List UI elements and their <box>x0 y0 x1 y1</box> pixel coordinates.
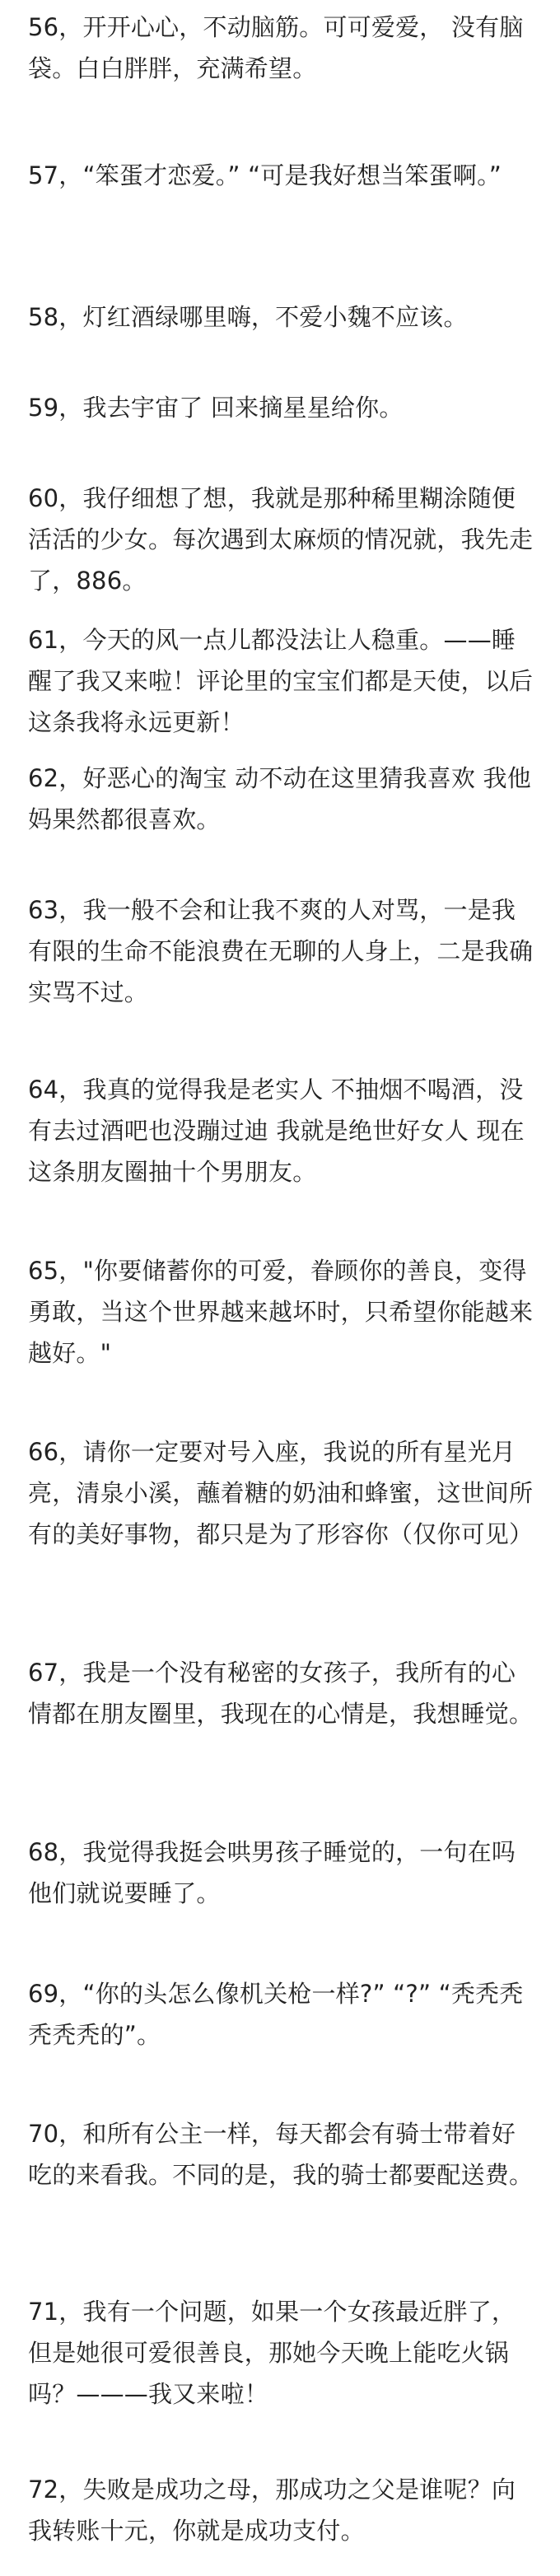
entry-57: 57，“笨蛋才恋爱。” “可是我好想当笨蛋啊。” <box>28 161 502 189</box>
entry-66: 66，请你一定要对号入座，我说的所有星光月亮，清泉小溪，蘸着糖的奶油和蜂蜜，这世间所有的美好事物，都只是为了形容你（仅你可见） <box>28 1438 534 1548</box>
entry-61: 61，今天的风一点儿都没法让人稳重。——睡醒了我又来啦！评论里的宝宝们都是天使，以后这条我将永远更新！ <box>28 626 534 736</box>
entry-70: 70，和所有公主一样，每天都会有骑士带着好吃的来看我。不同的是，我的骑士都要配送费。 <box>28 2120 534 2189</box>
entry-69: 69，“你的头怎么像机关枪一样?” “?” “秃秃秃秃秃秃的”。 <box>28 1980 524 2049</box>
entry-60: 60，我仔细想了想，我就是那种稀里糊涂随便活活的少女。每次遇到太麻烦的情况就，我先走了，886。 <box>28 484 534 595</box>
entry-68: 68，我觉得我挺会哄男孩子睡觉的，一句在吗他们就说要睡了。 <box>28 1838 516 1907</box>
entry-56: 56，开开心心，不动脑筋。可可爱爱， 没有脑袋。白白胖胖，充满希望。 <box>28 13 524 82</box>
entry-64: 64，我真的觉得我是老实人 不抽烟不喝酒，没有去过酒吧也没蹦过迪 我就是绝世好女人 现在这条朋友圈抽十个男朋友。 <box>28 1076 525 1186</box>
entry-65: 65，"你要储蓄你的可爱，眷顾你的善良，变得勇敢，当这个世界越来越坏时，只希望你能越来越好。" <box>28 1257 534 1367</box>
entry-58: 58，灯红酒绿哪里嗨，不爱小魏不应该。 <box>28 303 468 331</box>
entry-71: 71，我有一个问题，如果一个女孩最近胖了，但是她很可爱很善良，那她今天晚上能吃火锅吗？———我又来啦！ <box>28 2298 516 2408</box>
entry-59: 59，我去宇宙了 回来摘星星给你。 <box>28 394 404 422</box>
entry-72: 72，失败是成功之母，那成功之父是谁呢？向我转账十元，你就是成功支付。 <box>28 2476 516 2545</box>
entry-63: 63，我一般不会和让我不爽的人对骂，一是我有限的生命不能浪费在无聊的人身上，二是我确实骂不过。 <box>28 896 534 1006</box>
entry-67: 67，我是一个没有秘密的女孩子，我所有的心情都在朋友圈里，我现在的心情是，我想睡觉。 <box>28 1659 534 1728</box>
entry-62: 62，好恶心的淘宝 动不动在这里猜我喜欢 我他妈果然都很喜欢。 <box>28 764 531 833</box>
